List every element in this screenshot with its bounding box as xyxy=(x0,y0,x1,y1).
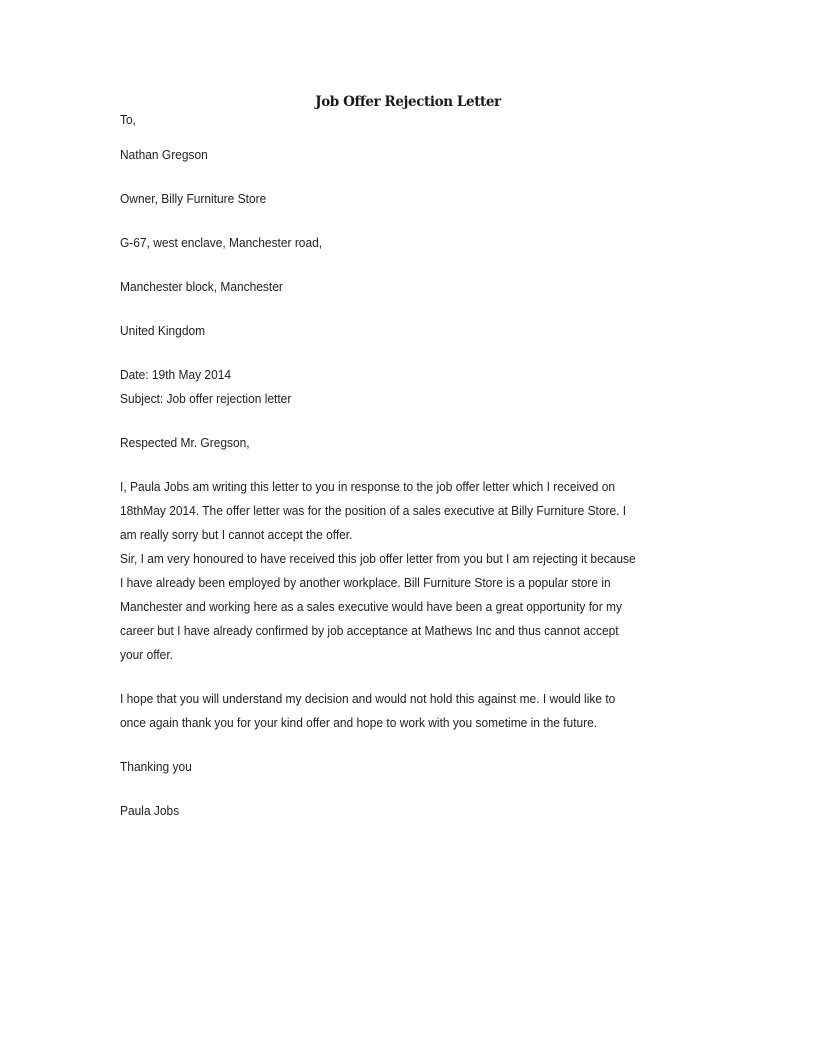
greeting: Respected Mr. Gregson, xyxy=(120,435,250,450)
recipient-position: Owner, Billy Furniture Store xyxy=(120,191,267,206)
document-title: Job Offer Rejection Letter xyxy=(315,94,501,110)
body-paragraph-2-line: once again thank you for your kind offer and hope to work with you sometime in the future. xyxy=(120,715,598,730)
recipient-address-line2: Manchester block, Manchester xyxy=(120,279,283,294)
body-paragraph-1-line: Sir, I am very honoured to have received this job offer letter from you but I am rejecting it because xyxy=(120,551,636,566)
body-paragraph-1-line: career but I have already confirmed by job acceptance at Mathews Inc and thus cannot accept xyxy=(120,623,619,638)
signature-name: Paula Jobs xyxy=(120,803,180,818)
body-paragraph-1-line: I have already been employed by another workplace. Bill Furniture Store is a popular store in xyxy=(120,575,611,590)
body-paragraph-2-line: I hope that you will understand my decision and would not hold this against me. I would like to xyxy=(120,691,616,706)
body-paragraph-1-line: 18thMay 2014. The offer letter was for the position of a sales executive at Billy Furniture Store. I xyxy=(120,503,627,518)
body-paragraph-2 xyxy=(120,687,732,735)
recipient-name: Nathan Gregson xyxy=(120,147,208,162)
recipient-country: United Kingdom xyxy=(120,323,206,338)
body-paragraph-1-line: Manchester and working here as a sales executive would have been a great opportunity for my xyxy=(120,599,622,614)
body-paragraph-1-line: am really sorry but I cannot accept the offer. xyxy=(120,527,353,542)
letter-date: Date: 19th May 2014 xyxy=(120,367,232,382)
body-paragraph-1 xyxy=(120,475,732,667)
body-paragraph-1-line: your offer. xyxy=(120,647,173,662)
letter-subject: Subject: Job offer rejection letter xyxy=(120,391,292,406)
recipient-address-line1: G-67, west enclave, Manchester road, xyxy=(120,235,323,250)
body-paragraph-1-line: I, Paula Jobs am writing this letter to you in response to the job offer letter which I received on xyxy=(120,479,616,494)
to-label: To, xyxy=(120,112,136,127)
closing-thanks: Thanking you xyxy=(120,759,192,774)
